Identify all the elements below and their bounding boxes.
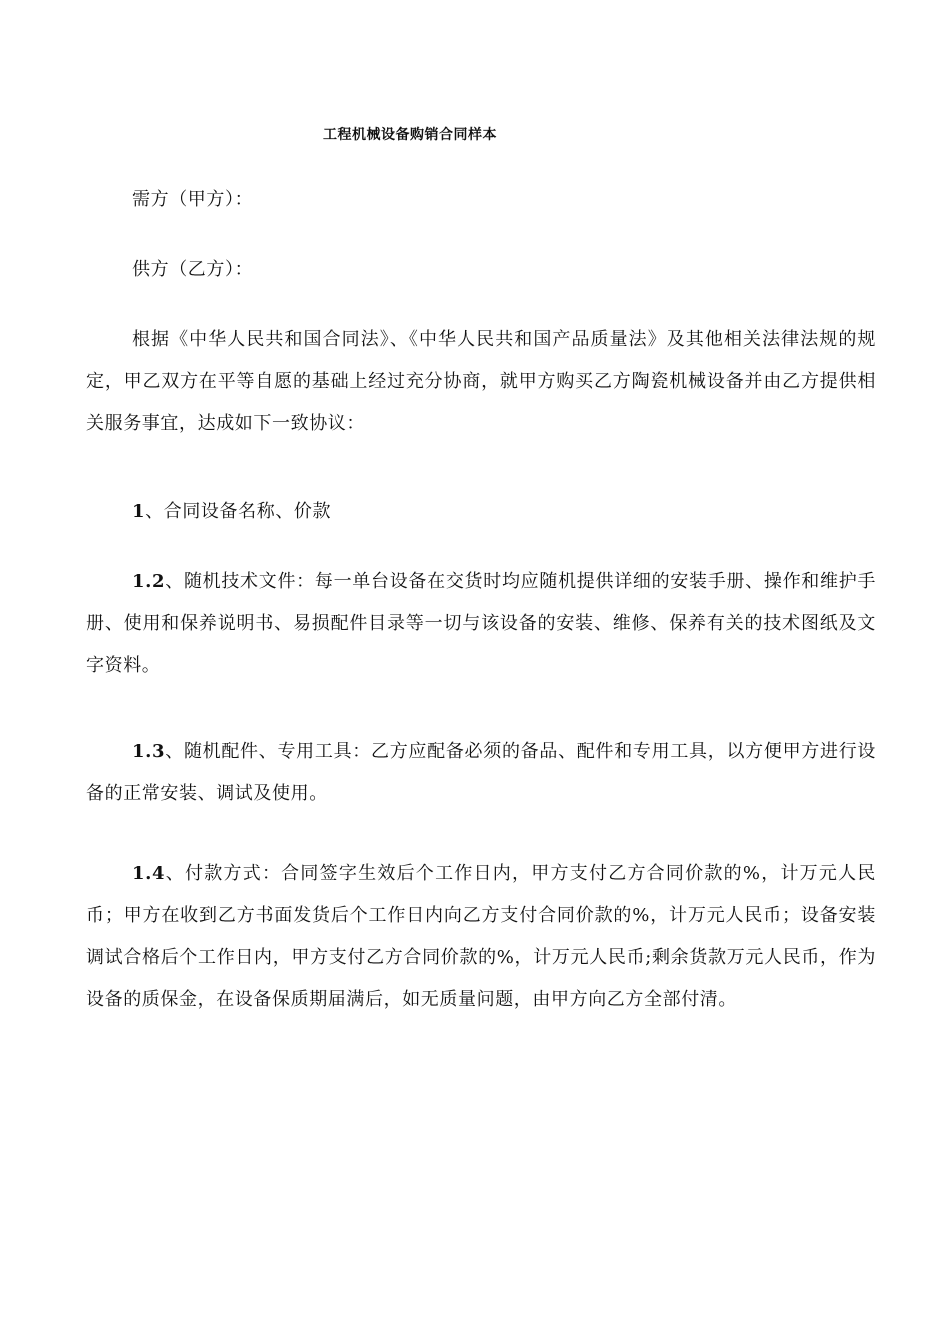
intro-paragraph: 根据《中华人民共和国合同法》、《中华人民共和国产品质量法》及其他相关法律法规的规定，甲乙双方在平等自愿的基础上经过充分协商，就甲方购买乙方陶瓷机械设备并由乙方提供相关服务事宜，达成如下一致协议：: [86, 329, 876, 434]
section-text: 、随机配件、专用工具：乙方应配备必须的备品、配件和专用工具，以方便甲方进行设备的正常安装、调试及使用。: [86, 741, 876, 804]
section-number: 1.4: [132, 863, 166, 884]
section-number: 1.2: [132, 571, 166, 592]
section-text: 、付款方式：合同签字生效后个工作日内，甲方支付乙方合同价款的%，计万元人民币；甲方在收到乙方书面发货后个工作日内向乙方支付合同价款的%，计万元人民币；设备安装调试合格后个工作日内，甲方支付乙方合同价款的%，计万元人民币;剩余货款万元人民币，作为设备的质保金，在设备保质期届满后，如无质量问题，由甲方向乙方全部付清。: [86, 863, 876, 1010]
section-number: 1: [132, 501, 146, 522]
seller-label: 供方（乙方）：: [132, 259, 254, 280]
section-1: [86, 491, 876, 533]
section-text: 、随机技术文件：每一单台设备在交货时均应随机提供详细的安装手册、操作和维护手册、使用和保养说明书、易损配件目录等一切与该设备的安装、维修、保养有关的技术图纸及文字资料。: [86, 571, 876, 676]
section-text: 、合同设备名称、价款: [145, 501, 332, 522]
section-1-3: [86, 731, 876, 815]
section-1-2: [86, 561, 876, 687]
section-number: 1.3: [132, 741, 166, 762]
buyer-label: 需方（甲方）：: [132, 189, 254, 210]
section-1-4: [86, 853, 876, 1021]
document-title: 工程机械设备购销合同样本: [323, 127, 497, 143]
